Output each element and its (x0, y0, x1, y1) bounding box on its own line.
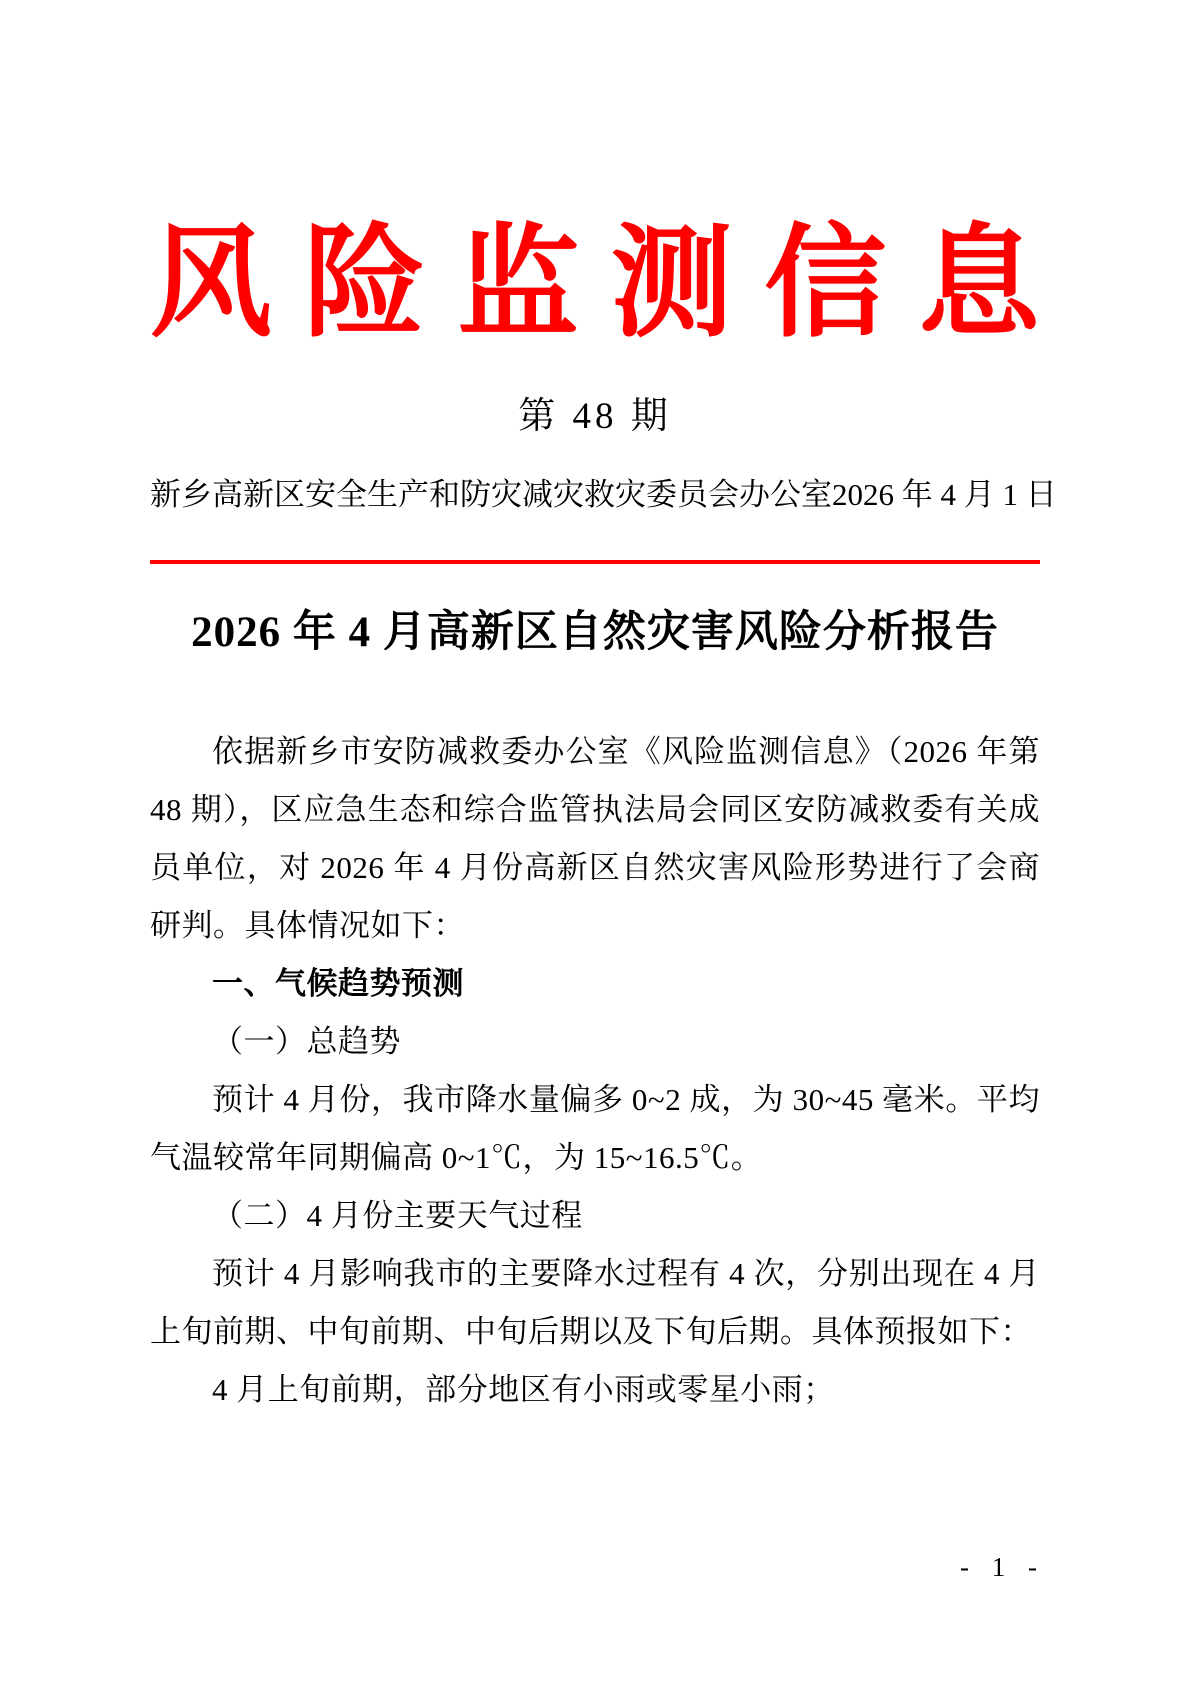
masthead-divider (150, 560, 1040, 564)
report-body (150, 723, 1040, 1419)
body-paragraph: 4 月上旬前期，部分地区有小雨或零星小雨； (212, 1371, 835, 1407)
issuer-row (150, 469, 1057, 514)
page-number: - 1 - (960, 1552, 1045, 1582)
body-paragraph: 依据新乡市安防减救委办公室《风险监测信息》（2026 年第 48 期），区应急生态和综合监管执法局会同区安防减救委有关成员单位，对 2026 年 4 月份高新区自然灾害风险形势进行了会商研判。具体情况如下： (150, 733, 1040, 943)
issuer-name: 新乡高新区安全生产和防灾减灾救灾委员会办公室 (150, 476, 832, 512)
subsection-heading: （二）4 月份主要天气过程 (212, 1197, 583, 1233)
body-paragraph: 预计 4 月份，我市降水量偏多 0~2 成，为 30~45 毫米。平均气温较常年同期偏高 0~1℃，为 15~16.5℃。 (150, 1081, 1040, 1175)
subsection-heading: （一）总趋势 (212, 1023, 401, 1059)
body-paragraph: 预计 4 月影响我市的主要降水过程有 4 次，分别出现在 4 月上旬前期、中旬前期、中旬后期以及下旬后期。具体预报如下： (150, 1255, 1040, 1349)
report-title: 2026 年 4 月高新区自然灾害风险分析报告 (191, 608, 999, 656)
publish-date: 2026 年 4 月 1 日 (832, 476, 1057, 512)
section-heading: 一、气候趋势预测 (212, 965, 464, 1001)
masthead-title: 风 险 监 测 信 息 (150, 217, 1040, 352)
issue-number: 第 48 期 (518, 395, 672, 437)
document-content (0, 213, 1190, 1419)
